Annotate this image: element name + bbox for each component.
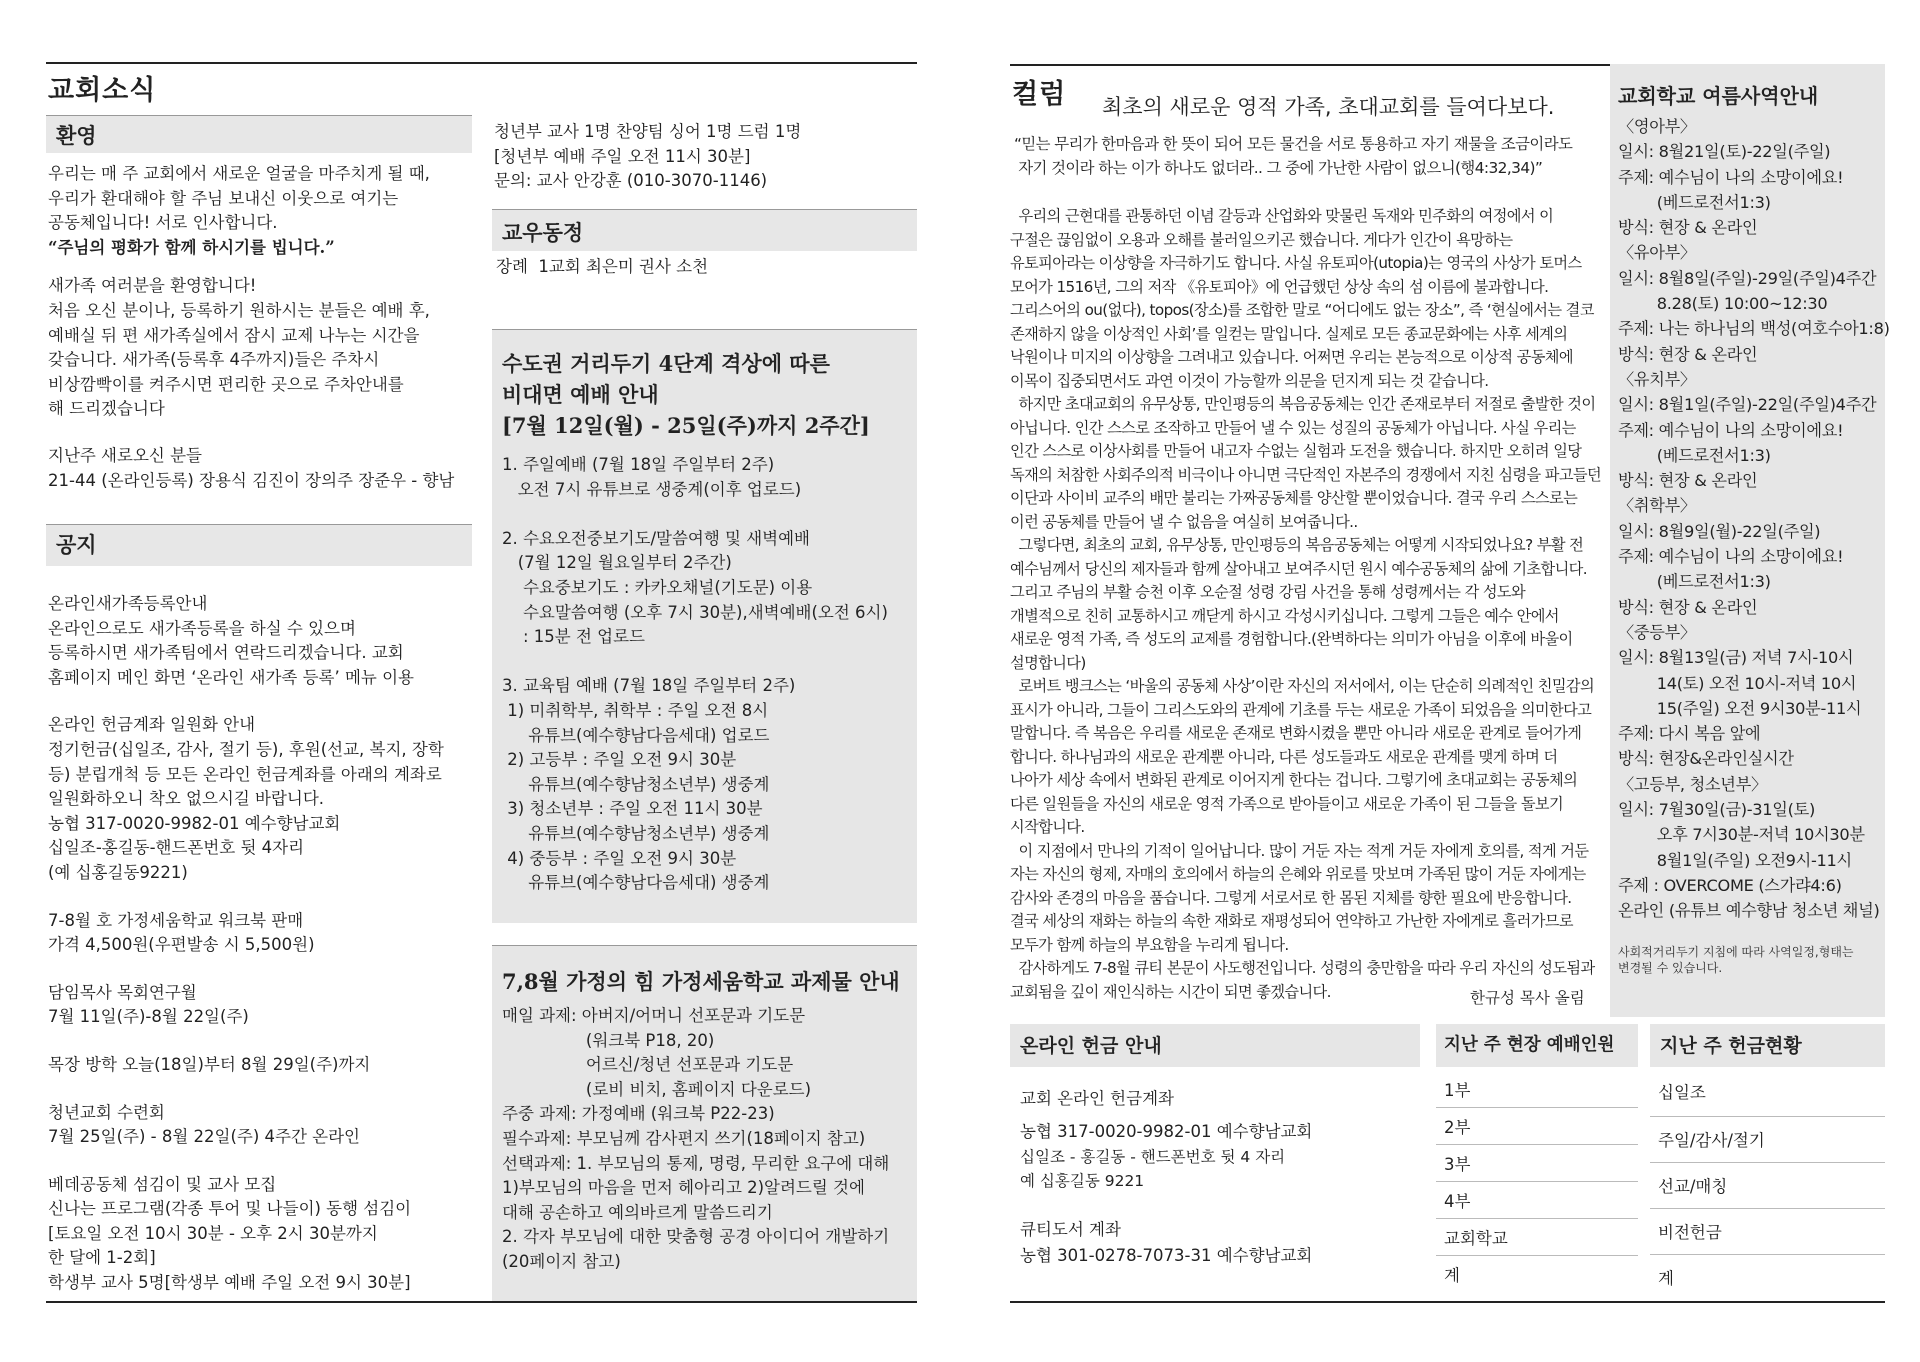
attendance-total: 계 [1444,1266,1460,1285]
notice-item: 청년교회 수련회 7월 25일(주) - 8월 22일(주) 4주간 온라인 [48,1102,360,1147]
summer-heading: 교회학교 여름사역안내 [1618,84,1819,108]
online-offering-heading: 온라인 헌금 안내 [1020,1035,1162,1057]
online-account-title: 교회 온라인 헌금계좌 [1020,1089,1174,1108]
welcome-intro: 우리는 매 주 교회에서 새로운 얼굴을 마주치게 될 때, 우리가 환대해야 할 주님 보내신 이웃으로 여기는 공동체입니다! 서로 인사합니다. [48,164,430,233]
column-body: 우리의 근현대를 관통하던 이념 갈등과 산업화와 맞물린 독재와 민주화의 여정에서 이 구절은 끊임없이 오용과 오해를 불러일으키곤 했습니다. 게다가 인간이 욕망하는 유토피아라는 이상향을 자극하기도 합니다. 사실 유토피아(utopia)는 영국의 사상가 토머스 모어가 1516년, 그의 저작 《유토피아》에 언급했던 상상 속의 섬 이름에 불과합니다. 그리스어의 ou(없다), topos(장소)를 조합한 말로 “어디에도 없는 장소”, 즉 ‘현실에서는 결코 존재하지 않을 이상적인 사회’를 일컫는 말입니다. 실제로 모든 종교문화에는 사후 세계의 낙원이나 미지의 이상향을 그려내고 있습니다. 어쩌면 우리는 본능적으로 이상적 공동체에 이목이 집중되면서도 과연 이것이 가능할까 의문을 던지게 되는 것 같습니다. 하지만 초대교회의 유무상통, 만인평등의 복음공동체는 인간 존재로부터 저절로 출발한 것이 아닙니다. 인간 스스로 조작하고 만들어 낼 수 있는 성질의 공동체가 아닙니다. 사실 우리는 인간 스스로 이상사회를 만들어 내고자 수없는 실험과 도전을 했습니다. 하지만 오히려 일당 독재의 처참한 사회주의적 비극이나 아니면 극단적인 자본주의 경쟁에서 지친 심령을 파고들던 이단과 사이비 교주의 배만 불리는 가짜공동체를 양산할 뿐이었습니다. 결국 우리 스스로는 이런 공동체를 만들어 낼 수 없음을 여실히 보여줍니다.. 그렇다면, 최초의 교회, 유무상통, 만인평등의 복음공동체는 어떻게 시작되었나요? 부활 전 예수님께서 당신의 제자들과 함께 살아내고 보여주시던 원시 예수공동체의 삶에 기초합니다. 그리고 주님의 부활 승천 이후 오순절 성령 강림 사건을 통해 성령께서는 각 성도와 개별적으로 친히 교통하시고 깨닫게 하시고 각성시키십니다. 그렇게 그들은 예수 안에서 새로운 영적 가족, 즉 성도의 교제를 경험합니다.(완벽하다는 의미가 아님을 이후에 바울이 설명합니다) 로버트 뱅크스는 ‘바울의 공동체 사상’이란 자신의 저서에서, 이는 단순히 의례적인 친밀감의 표시가 아니라, 그들이 그리스도와의 관계에 기초를 두는 새로운 가족이 되었음을 의미한다고 말합니다. 즉 복음은 우리를 새로운 존재로 변화시켰을 뿐만 아니라 새로운 관계로 들어가게 합니다. 하나님과의 새로운 관계뿐 아니라, 다른 성도들과도 새로운 관계를 맺게 하며 더 나아가 세상 속에서 변화된 관계로 이어지게 한다는 겁니다. 그렇기에 초대교회는 공동체의 다른 일원들을 자신의 새로운 영적 가족으로 받아들이고 새로운 가족이 된 그들을 돌보기 시작합니다. 이 지점에서 만나의 기적이 일어납니다. 많이 거둔 자는 적게 거둔 자에게 호의를, 적게 거둔 자는 자신의 형제, 자매의 호의에서 하늘의 은혜와 위로를 맛보며 가족된 많이 거둔 자에게는 감사와 존경의 마음을 품습니다. 그렇게 서로서로 한 몸된 지체를 향한 필요에 반응합니다. 결국 세상의 재화는 하늘의 속한 재화로 재평성되어 연약하고 가난한 자에게로 흘러가므로 모두가 함께 하늘의 부요함을 누리게 됩니다. 감사하게도 7-8월 큐티 본문이 사도행전입니다. 성령의 충만함을 따라 우리 자신의 성도됨과 교회됨을 깊이 재인식하는 시간이 되면 좋겠습니다. [1010,207,1602,1001]
online-worship-body: 1. 주일예배 (7월 18일 주일부터 2주) 오전 7시 유튜브로 생중계(이후 업로드) 2. 수요오전중보기도/말씀여행 및 새벽예배 (7월 12일 월요일부터 2주간) 수요중보기도 : 카카오채널(기도문) 이용 수요말씀여행 (오후 7시 30분),새벽예배(오전 6시) : 15분 전 업로드 3. 교육팀 예배 (7월 18일 주일부터 2주) 1) 미취학부, 취학부 : 주일 오전 8시 유튜브(예수향남다음세대) 업로드 2) 고등부 : 주일 오전 9시 30분 유튜브(예수향남청소년부) 생중계 3) 청소년부 : 주일 오전 11시 30분 유튜브(예수향남청소년부) 생중계 4) 중등부 : 주일 오전 9시 30분 유튜브(예수향남다음세대) 생중계 [502,455,888,893]
column-label: 컬럼 [1012,79,1067,110]
homework-body: 매일 과제: 아버지/어머니 선포문과 기도문 (워크북 P18, 20) 어르신/청년 선포문과 기도문 (로비 비치, 홈페이지 다운로드) 주중 과제: 가정예배 (워크북 P22-23) 필수과제: 부모님께 감사편지 쓰기(18페이지 참고) 선택과제: 1. 부모님의 통제, 명령, 무리한 요구에 대해 1)부모님의 마음을 먼저 헤아리고 2)알려드릴 것에 대해 공손하고 예의바르게 말씀드리기 2. 각자 부모님에 대한 맞춤형 공경 아이디어 개발하기 (20페이지 참고) [502,1006,890,1271]
offering-status-row: 선교/매칭 [1650,1163,1885,1209]
online-account-example: 십일조 - 홍길동 - 핸드폰번호 뒷 4 자리 예 십홍길동 9221 [1020,1148,1286,1190]
attendance-row: 교회학교 [1436,1219,1638,1256]
notice-item: 7-8월 호 가정세움학교 워크북 판매 가격 4,500원(우편발송 시 5,500원) [48,910,315,955]
summer-body: 〈영아부〉 일시: 8월21일(토)-22일(주일) 주제: 예수님이 나의 소망이에요! (베드로전서1:3) 방식: 현장 & 온라인 〈유아부〉 일시: 8월8일(주일)-29일(주일)4주간 8.28(토) 10:00~12:30 주제: 나는 하나님의 백성(여호수아1:8) 방식: 현장 & 온라인 〈유치부〉 일시: 8월1일(주일)-22일(주일)4주간 주제: 예수님이 나의 소망이에요! (베드로전서1:3) 방식: 현장 & 온라인 〈취학부〉 일시: 8월9일(월)-22일(주일) 주제: 예수님이 나의 소망이에요! (베드로전서1:3) 방식: 현장 & 온라인 〈중등부〉 일시: 8월13일(금) 저녁 7시-10시 14(토) 오전 10시-저녁 10시 15(주일) 오전 9시30분-11시 주제: 다시 복음 앞에 방식: 현장&온라인실시간 〈고등부, 청소년부〉 일시: 7월30일(금)-31일(토) 오후 7시30분-저녁 10시30분 8월1일(주일) 오전9시-11시 주제 : OVERCOME (스가랴4:6) 온라인 (유튜브 예수향남 청소년 채널) [1618,117,1890,921]
column-title: 최초의 새로운 영적 가족, 초대교회를 들여다보다. [1102,95,1555,119]
column-signature: 한규성 목사 올림 [1470,989,1585,1007]
notice-item: 담임목사 목회연구월 7월 11일(주)-8월 22일(주) [48,982,249,1027]
attendance-row: 2부 [1436,1108,1638,1145]
offering-status-row: 비전헌금 [1650,1209,1885,1255]
summer-note: 사회적거리두기 지침에 따라 사역일정,형태는 변경될 수 있습니다. [1618,945,1854,975]
homework-title: 7,8월 가정의 힘 가정세움학교 과제물 안내 [502,969,900,994]
news-heading: 교우동정 [492,209,917,251]
qt-account-title: 큐티도서 계좌 [1020,1220,1121,1239]
notice-item: 베데공동체 섬김이 및 교사 모집 신나는 프로그램(각종 투어 및 나들이) 동행 섬김이 [토요일 오전 10시 30분 - 오후 2시 30분까지 한 달에 1-2회] 학생부 교사 5명[학생부 예배 주일 오전 9시 30분] [48,1174,412,1293]
welcome-new-family: 새가족 여러분을 환영합니다! 처음 오신 분이나, 등록하기 원하시는 분들은 예배 후, 예배실 뒤 편 새가족실에서 잠시 교제 나누는 시간을 갖습니다. 새가족(등록후 4주까지)들은 주차시 비상깜빡이를 켜주시면 편리한 곳으로 주차안내를 해 드리겠습니다 [48,276,430,419]
column-scripture: “믿는 무리가 한마음과 한 뜻이 되어 모든 물건을 서로 통용하고 자기 재물을 조금이라도 자기 것이라 하는 이가 하나도 없더라.. 그 중에 가난한 사람이 없으니(행4:32,34)” [1014,135,1573,177]
notice-item: 목장 방학 오늘(18일)부터 8월 29일(주)까지 [48,1054,371,1074]
notice-list [48,592,474,1296]
attendance-row: 3부 [1436,1145,1638,1182]
notice-item: 온라인새가족등록안내 온라인으로도 새가족등록을 하실 수 있으며 등록하시면 새가족팀에서 연락드리겠습니다. 교회 홈페이지 메인 화면 ‘온라인 새가족 등록’ 메뉴 이용 [48,594,414,687]
attendance-row: 1부 [1436,1071,1638,1108]
attendance-row: 4부 [1436,1182,1638,1219]
qt-account-number: 농협 301-0278-7073-31 예수향남교회 [1020,1246,1313,1265]
notice-continued: 청년부 교사 1명 찬양팀 싱어 1명 드럼 1명 [청년부 예배 주일 오전 11시 30분] 문의: 교사 안강훈 (010-3070-1146) [494,122,802,191]
offering-status-heading: 지난 주 헌금현황 [1660,1035,1802,1057]
online-worship-title: 수도권 거리두기 4단계 격상에 따른 비대면 예배 안내 [7월 12일(월) - 25일(주)까지 2주간] [502,351,870,438]
online-account-number: 농협 317-0020-9982-01 예수향남교회 [1020,1122,1313,1141]
notice-heading: 공지 [46,524,472,566]
page-title: 교회소식 [48,75,157,106]
notice-item: 온라인 헌금계좌 일원화 안내 정기헌금(십일조, 감사, 절기 등), 후원(선교, 복지, 장학 등) 분립개척 등 모든 온라인 헌금계좌를 아래의 계좌로 일원화하오니 착오 없으시길 바랍니다. 농협 317-0020-9982-01 예수향남교회 십일조-홍길동-핸드폰번호 뒷 4자리 (예 십홍길동9221) [48,715,444,882]
welcome-heading: 환영 [46,115,472,153]
offering-status-row: 주일/감사/절기 [1650,1117,1885,1163]
offering-status-total: 계 [1658,1269,1674,1288]
offering-status-row: 십일조 [1650,1071,1885,1117]
welcome-last-week: 지난주 새로오신 분들 21-44 (온라인등록) 장용식 김진이 장의주 장준우 - 향남 [48,445,455,490]
welcome-quote: “주님의 평화가 함께 하시기를 빕니다.” [48,237,335,257]
attendance-heading: 지난 주 현장 예배인원 [1444,1035,1615,1055]
news-text: 장례 1교회 최은미 권사 소천 [496,257,709,276]
